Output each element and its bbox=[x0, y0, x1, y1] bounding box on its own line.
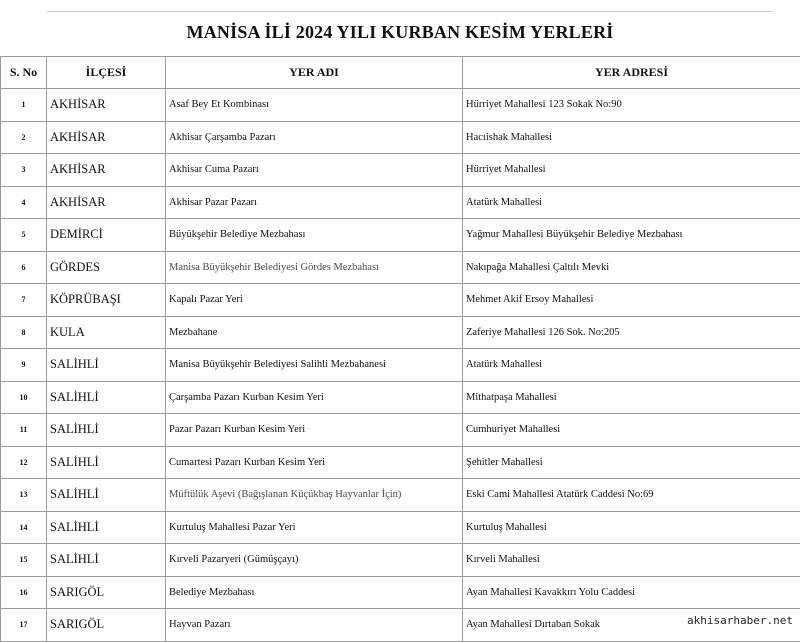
cell-ilce: SALİHLİ bbox=[47, 349, 166, 382]
table-row bbox=[1, 251, 800, 284]
header-sno: S. No bbox=[1, 57, 47, 89]
cell-sno: 10 bbox=[1, 381, 47, 414]
cell-yer-adresi: Atatürk Mahallesi bbox=[463, 186, 800, 219]
cell-yer-adresi: Mithatpaşa Mahallesi bbox=[463, 381, 800, 414]
cell-yer-adresi: Kırveli Mahallesi bbox=[463, 544, 800, 577]
cell-yer-adi: Müftülük Aşevi (Bağışlanan Küçükbaş Hayvanlar İçin) bbox=[166, 479, 463, 512]
cell-ilce: SALİHLİ bbox=[47, 446, 166, 479]
table-row bbox=[1, 186, 800, 219]
page-title: MANİSA İLİ 2024 YILI KURBAN KESİM YERLERİ bbox=[0, 22, 800, 43]
cell-yer-adi: Kapalı Pazar Yeri bbox=[166, 284, 463, 317]
top-rule bbox=[47, 11, 772, 12]
cell-ilce: SARIGÖL bbox=[47, 576, 166, 609]
cell-sno: 3 bbox=[1, 154, 47, 187]
cell-sno: 5 bbox=[1, 219, 47, 252]
cell-yer-adi: Asaf Bey Et Kombinası bbox=[166, 89, 463, 122]
table-row bbox=[1, 89, 800, 122]
cell-sno: 15 bbox=[1, 544, 47, 577]
table-row bbox=[1, 316, 800, 349]
cell-yer-adi: Belediye Mezbahası bbox=[166, 576, 463, 609]
cell-ilce: AKHİSAR bbox=[47, 89, 166, 122]
cell-yer-adresi: Yağmur Mahallesi Büyükşehir Belediye Mezbahası bbox=[463, 219, 800, 252]
table-row bbox=[1, 544, 800, 577]
cell-yer-adi: Akhisar Pazar Pazarı bbox=[166, 186, 463, 219]
cell-yer-adresi: Atatürk Mahallesi bbox=[463, 349, 800, 382]
table-row bbox=[1, 576, 800, 609]
cell-yer-adresi: Zaferiye Mahallesi 126 Sok. No:205 bbox=[463, 316, 800, 349]
cell-yer-adresi: Ayan Mahallesi Dırtaban Sokak bbox=[463, 609, 800, 642]
cell-sno: 4 bbox=[1, 186, 47, 219]
cell-yer-adresi: Kurtuluş Mahallesi bbox=[463, 511, 800, 544]
cell-yer-adi: Kırveli Pazaryeri (Gümüşçayı) bbox=[166, 544, 463, 577]
cell-ilce: SALİHLİ bbox=[47, 414, 166, 447]
cell-sno: 9 bbox=[1, 349, 47, 382]
cell-yer-adi: Manisa Büyükşehir Belediyesi Gördes Mezbahası bbox=[166, 251, 463, 284]
cell-yer-adresi: Şehitler Mahallesi bbox=[463, 446, 800, 479]
cell-yer-adresi: Hacıishak Mahallesi bbox=[463, 121, 800, 154]
table-row bbox=[1, 219, 800, 252]
cell-ilce: DEMİRCİ bbox=[47, 219, 166, 252]
cell-ilce: SALİHLİ bbox=[47, 544, 166, 577]
table-row bbox=[1, 446, 800, 479]
cell-ilce: AKHİSAR bbox=[47, 186, 166, 219]
table-row bbox=[1, 381, 800, 414]
cell-ilce: GÖRDES bbox=[47, 251, 166, 284]
table-row bbox=[1, 284, 800, 317]
cell-yer-adresi: Hürriyet Mahallesi 123 Sokak No:90 bbox=[463, 89, 800, 122]
table-row bbox=[1, 121, 800, 154]
cell-sno: 13 bbox=[1, 479, 47, 512]
cell-ilce: AKHİSAR bbox=[47, 154, 166, 187]
table-row bbox=[1, 349, 800, 382]
cell-ilce: SALİHLİ bbox=[47, 479, 166, 512]
cell-sno: 2 bbox=[1, 121, 47, 154]
cell-yer-adi: Akhisar Cuma Pazarı bbox=[166, 154, 463, 187]
table-row bbox=[1, 154, 800, 187]
header-yer-adresi: YER ADRESİ bbox=[463, 57, 800, 89]
cell-sno: 7 bbox=[1, 284, 47, 317]
cell-yer-adi: Manisa Büyükşehir Belediyesi Salihli Mezbahanesi bbox=[166, 349, 463, 382]
cell-yer-adresi: Mehmet Akif Ersoy Mahallesi bbox=[463, 284, 800, 317]
cell-ilce: SALİHLİ bbox=[47, 511, 166, 544]
cell-yer-adresi: Ayan Mahallesi Kavakkırı Yolu Caddesi bbox=[463, 576, 800, 609]
cell-sno: 11 bbox=[1, 414, 47, 447]
cell-yer-adi: Mezbahane bbox=[166, 316, 463, 349]
cell-sno: 12 bbox=[1, 446, 47, 479]
site-watermark: akhisarhaber.net bbox=[679, 611, 800, 630]
cell-yer-adresi: Cumhuriyet Mahallesi bbox=[463, 414, 800, 447]
cell-sno: 8 bbox=[1, 316, 47, 349]
cell-ilce: SALİHLİ bbox=[47, 381, 166, 414]
table-row bbox=[1, 511, 800, 544]
cell-ilce: SARIGÖL bbox=[47, 609, 166, 642]
cell-yer-adi: Büyükşehir Belediye Mezbahası bbox=[166, 219, 463, 252]
header-ilce: İLÇESİ bbox=[47, 57, 166, 89]
cell-yer-adi: Cumartesi Pazarı Kurban Kesim Yeri bbox=[166, 446, 463, 479]
cell-yer-adresi: Hürriyet Mahallesi bbox=[463, 154, 800, 187]
cell-yer-adi: Hayvan Pazarı bbox=[166, 609, 463, 642]
cell-yer-adi: Akhisar Çarşamba Pazarı bbox=[166, 121, 463, 154]
table-body bbox=[1, 89, 800, 642]
slaughter-locations-table bbox=[0, 56, 800, 642]
cell-yer-adi: Kurtuluş Mahallesi Pazar Yeri bbox=[166, 511, 463, 544]
cell-ilce: AKHİSAR bbox=[47, 121, 166, 154]
cell-sno: 1 bbox=[1, 89, 47, 122]
cell-ilce: KÖPRÜBAŞI bbox=[47, 284, 166, 317]
cell-sno: 14 bbox=[1, 511, 47, 544]
cell-sno: 6 bbox=[1, 251, 47, 284]
table-row bbox=[1, 479, 800, 512]
header-yer-adi: YER ADI bbox=[166, 57, 463, 89]
cell-sno: 17 bbox=[1, 609, 47, 642]
table-row bbox=[1, 414, 800, 447]
cell-yer-adi: Çarşamba Pazarı Kurban Kesim Yeri bbox=[166, 381, 463, 414]
cell-ilce: KULA bbox=[47, 316, 166, 349]
table-header-row bbox=[1, 57, 800, 89]
cell-yer-adresi: Eski Cami Mahallesi Atatürk Caddesi No:69 bbox=[463, 479, 800, 512]
cell-yer-adi: Pazar Pazarı Kurban Kesim Yeri bbox=[166, 414, 463, 447]
cell-yer-adresi: Nakıpağa Mahallesi Çaltılı Mevki bbox=[463, 251, 800, 284]
cell-sno: 16 bbox=[1, 576, 47, 609]
